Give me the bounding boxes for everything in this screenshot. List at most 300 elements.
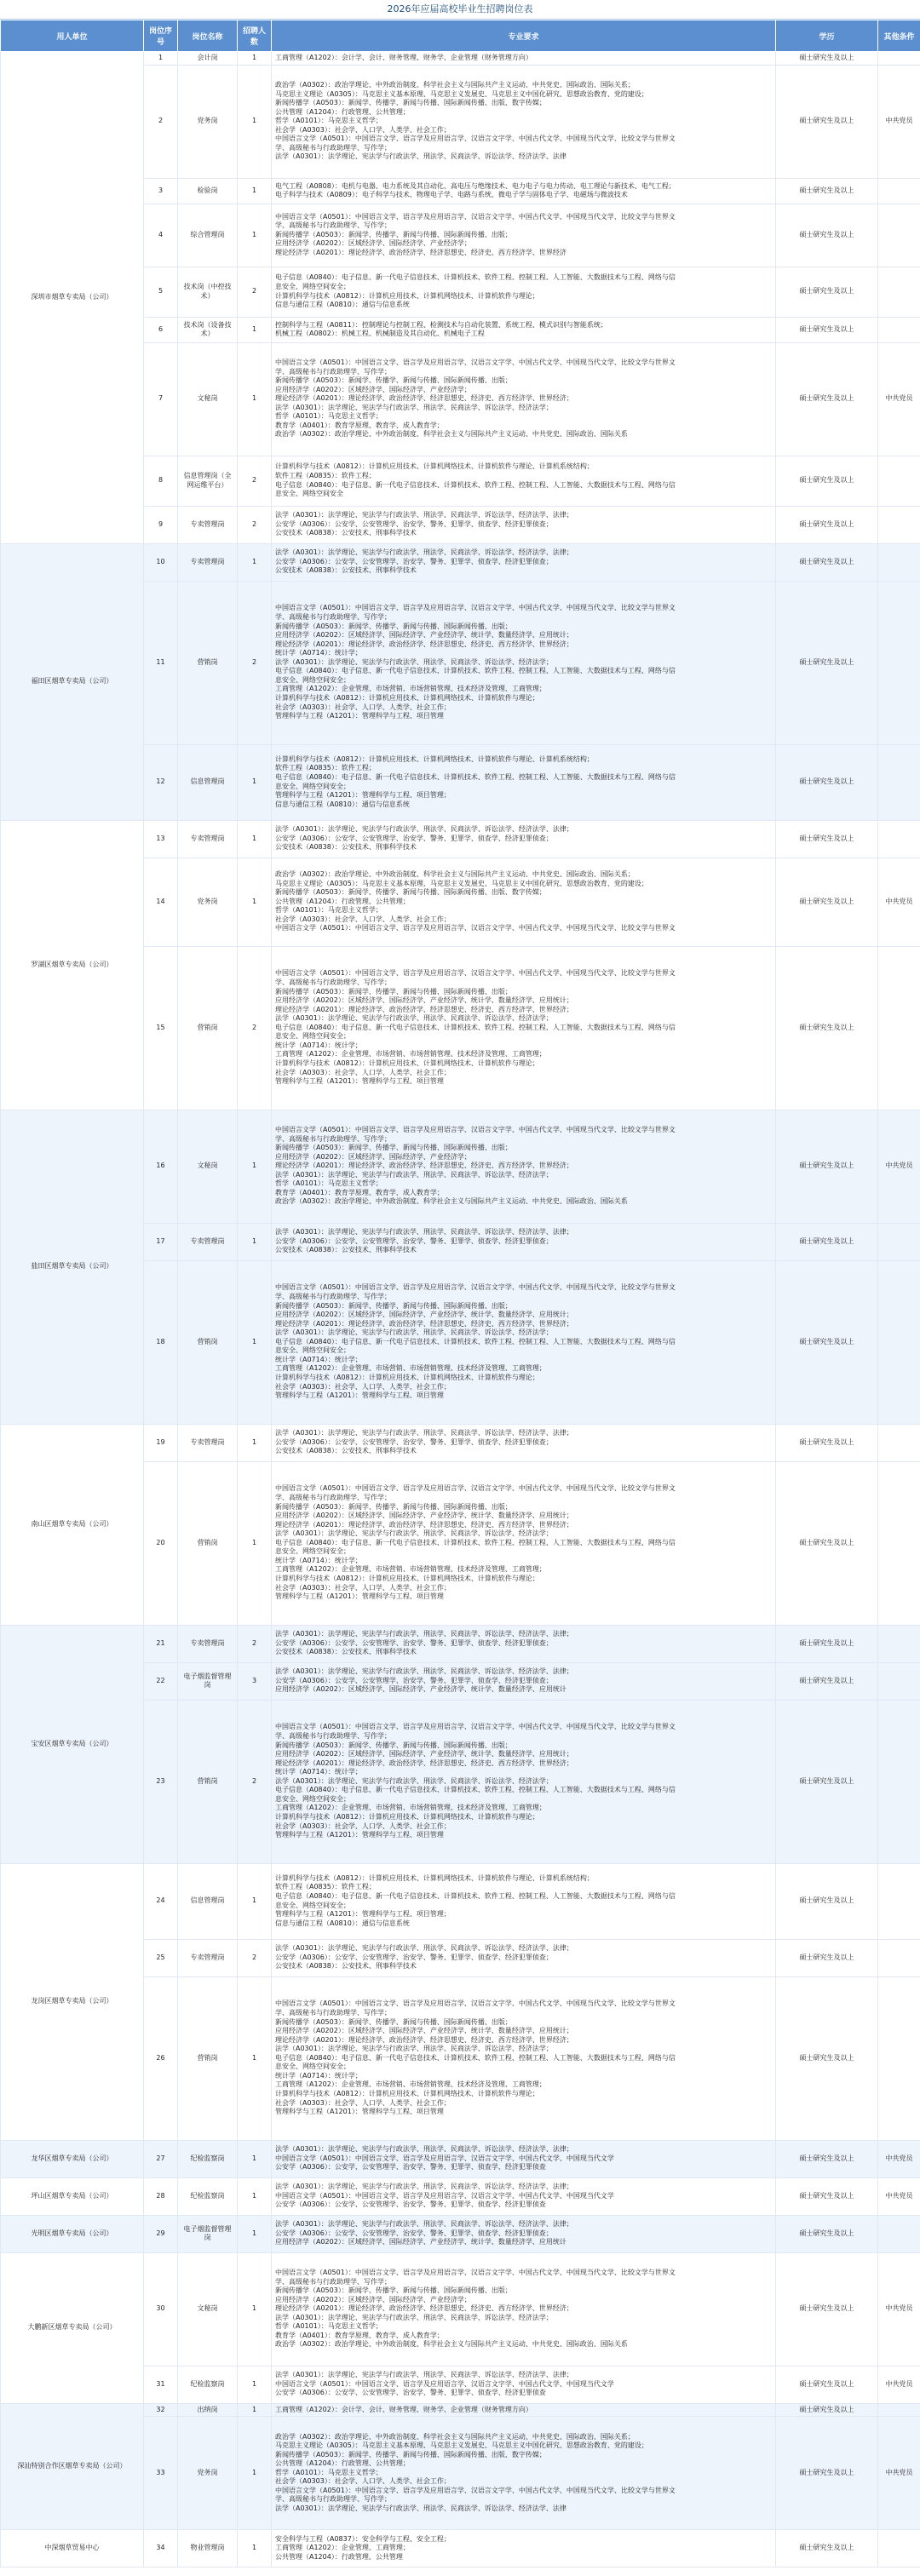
requirement-line: 电气工程（A0808）：电机与电器、电力系统及其自动化、高电压与绝缘技术、电力电子与电力传动、电工理论与新技术、电气工程； — [275, 181, 676, 190]
position-no-cell: 11 — [144, 581, 178, 744]
headcount-cell: 1 — [238, 52, 272, 66]
unit-cell: 中深烟草贸易中心 — [1, 2530, 144, 2567]
requirement-line: 计算机科学与技术（A0812）：计算机应用技术、计算机网络技术、计算机软件与理论； — [275, 1059, 539, 1067]
requirement-line: 新闻传播学（A0503）：新闻学、传播学、新闻与传播、国际新闻传播、出版； — [275, 987, 512, 995]
requirement-line: 政治学（A0302）：政治学理论、中外政治制度、科学社会主义与国际共产主义运动、中共党史、国际政治、国际关系； — [275, 81, 635, 89]
requirement-line: 社会学（A0303）：社会学、人口学、人类学、社会工作； — [275, 703, 451, 711]
requirement-line: 公安学（A0306）：公安学、公安管理学、治安学、警务、犯罪学、侦查学、经济犯罪侦查； — [275, 1236, 553, 1245]
requirement-line: 新闻传播学（A0503）：新闻学、传播学、新闻与传播、国际新闻传播、出版； — [275, 1502, 512, 1511]
headcount-cell: 2 — [238, 267, 272, 317]
major-requirements-cell — [272, 1976, 776, 2140]
requirement-line: 管理科学与工程（A1201）：管理科学与工程、项目管理 — [275, 712, 444, 720]
unit-cell: 福田区烟草专卖局（公司） — [1, 543, 144, 820]
major-requirements-cell — [272, 1110, 776, 1223]
education-cell: 硕士研究生及以上 — [776, 1424, 878, 1461]
requirement-line: 教育学（A0401）：教育学原理、教育学、成人教育学； — [275, 1188, 444, 1196]
requirement-line: 计算机科学与技术（A0812）：计算机应用技术、计算机网络技术、计算机软件与理论； — [275, 291, 539, 300]
education-cell: 硕士研究生及以上 — [776, 1223, 878, 1260]
header-education: 学历 — [776, 20, 878, 52]
position-name-cell: 营销岗 — [178, 1461, 238, 1625]
other-conditions-cell — [878, 456, 920, 506]
requirement-line: 中国语言文学（A0501）：中国语言文学、语言学及应用语言学、汉语言文字学、中国古代文学、中国现当代文学、比较文学与世界文 — [275, 924, 676, 932]
requirement-line: 政治学（A0302）：政治学理论、中外政治制度、科学社会主义与国际共产主义运动、中共党史、国际政治、国际关系； — [275, 2432, 635, 2441]
requirement-line: 电子信息（A0840）：电子信息、新一代电子信息技术、计算机技术、软件工程、控制工程、人工智能、大数据技术与工程、网络与信 — [275, 667, 676, 675]
requirement-line: 中国语言文学（A0501）：中国语言文学、语言学及应用语言学、汉语言文字学、中国古代文学、中国现当代文学、比较文学与世界文 — [275, 969, 676, 978]
requirement-line: 应用经济学（A0202）：区域经济学、国际经济学、产业经济学、统计学、数量经济学、应用统计； — [275, 1311, 573, 1319]
requirement-line: 统计学（A0714）：统计学； — [275, 1556, 362, 1564]
requirement-line: 工商管理（A1202）：会计学、会计、财务管理、财务学、企业管理（财务管理方向） — [275, 2405, 532, 2413]
requirement-line: 软件工程（A0835）：软件工程； — [275, 764, 376, 772]
headcount-cell: 1 — [238, 317, 272, 342]
unit-cell: 深汕特别合作区烟草专卖局（公司） — [1, 2403, 144, 2530]
requirement-line: 学、高级秘书与行政助理学、写作学； — [275, 1494, 391, 1502]
education-cell: 硕士研究生及以上 — [776, 1976, 878, 2140]
requirement-line: 中国语言文学（A0501）：中国语言文学、语言学及应用语言学、汉语言文字学、中国古代文学、中国现当代文学、比较文学与世界文 — [275, 1283, 676, 1292]
requirement-line: 新闻传播学（A0503）：新闻学、传播学、新闻与传播、国际新闻传播、出版、数字传媒； — [275, 99, 546, 107]
position-name-cell: 电子烟监督管理岗 — [178, 1662, 238, 1700]
requirement-line: 社会学（A0303）：社会学、人口学、人类学、社会工作； — [275, 125, 451, 134]
requirement-line: 应用经济学（A0202）：区域经济学、国际经济学、产业经济学、统计学、数量经济学、应用统计； — [275, 996, 573, 1005]
requirement-line: 中国语言文学（A0501）：中国语言文学、语言学及应用语言学、汉语言文字学、中国古代文学、中国现当代文学、比较文学与世界文 — [275, 135, 676, 143]
headcount-cell: 1 — [238, 65, 272, 178]
position-name-cell: 信息管理岗 — [178, 1863, 238, 1939]
education-cell: 硕士研究生及以上 — [776, 2417, 878, 2530]
unit-cell: 宝安区烟草专卖局（公司） — [1, 1625, 144, 1863]
major-requirements-cell — [272, 1700, 776, 1863]
requirement-line: 理论经济学（A0201）：理论经济学、政治经济学、经济思想史、经济史、西方经济学、世界经济； — [275, 1319, 573, 1328]
requirement-line: 电子信息（A0840）：电子信息、新一代电子信息技术、计算机技术、软件工程、控制工程、人工智能、大数据技术与工程、网络与信 — [275, 1538, 676, 1546]
requirement-line: 中国语言文学（A0501）：中国语言文学、语言学及应用语言学、汉语言文字学、中国古代文学、中国现当代文学 — [275, 2154, 614, 2162]
requirement-line: 学、高级秘书与行政助理学、写作学； — [275, 367, 391, 376]
major-requirements-cell — [272, 2403, 776, 2417]
requirement-line: 学、高级秘书与行政助理学、写作学； — [275, 978, 391, 987]
table-row — [1, 1424, 920, 1461]
requirement-line: 新闻传播学（A0503）：新闻学、传播学、新闻与传播、国际新闻传播、出版； — [275, 1301, 512, 1310]
requirement-line: 法学（A0301）：法学理论、宪法学与行政法学、刑法学、民商法学、诉讼法学、经济法学； — [275, 1529, 553, 1538]
requirement-line: 中国语言文学（A0501）：中国语言文学、语言学及应用语言学、汉语言文字学、中国古代文学、中国现当代文学 — [275, 2191, 614, 2200]
position-no-cell: 24 — [144, 1863, 178, 1939]
position-no-cell: 14 — [144, 858, 178, 946]
table-body — [1, 52, 920, 2567]
requirement-line: 公安技术（A0838）：公安技术、刑事科学技术 — [275, 529, 417, 537]
requirement-line: 政治学（A0302）：政治学理论、中外政治制度、科学社会主义与国际共产主义运动、中共党史、国际政治、国际关系 — [275, 430, 628, 439]
position-no-cell: 30 — [144, 2252, 178, 2366]
position-no-cell: 26 — [144, 1976, 178, 2140]
position-name-cell: 党务岗 — [178, 858, 238, 946]
position-name-cell: 营销岗 — [178, 1976, 238, 2140]
unit-cell: 深圳市烟草专卖局（公司） — [1, 52, 144, 544]
other-conditions-cell — [878, 581, 920, 744]
requirement-line: 公安学（A0306）：公安学、公安管理学、治安学、警务、犯罪学、侦查学、经济犯罪侦查 — [275, 2389, 546, 2397]
position-name-cell: 检验岗 — [178, 178, 238, 204]
table-row — [1, 2140, 920, 2177]
position-no-cell: 3 — [144, 178, 178, 204]
headcount-cell: 2 — [238, 946, 272, 1110]
position-name-cell: 文秘岗 — [178, 2252, 238, 2366]
requirement-line: 安全科学与工程（A0837）：安全科学与工程、安全工程； — [275, 2534, 451, 2543]
requirement-line: 计算机科学与技术（A0812）：计算机应用技术、计算机网络技术、计算机软件与理论； — [275, 1373, 539, 1381]
unit-cell: 龙华区烟草专卖局（公司） — [1, 2140, 144, 2177]
requirement-line: 公安学（A0306）：公安学、公安管理学、治安学、警务、犯罪学、侦查学、经济犯罪侦查； — [275, 1676, 553, 1684]
education-cell: 硕士研究生及以上 — [776, 456, 878, 506]
requirement-line: 法学（A0301）：法学理论、宪法学与行政法学、刑法学、民商法学、诉讼法学、经济法学、法律； — [275, 2183, 573, 2191]
header-position-name: 岗位名称 — [178, 20, 238, 52]
requirement-line: 应用经济学（A0202）：区域经济学、国际经济学、产业经济学、统计学、数量经济学、应用统计 — [275, 2238, 566, 2246]
education-cell: 硕士研究生及以上 — [776, 2215, 878, 2252]
requirement-line: 统计学（A0714）：统计学； — [275, 649, 362, 657]
requirement-line: 法学（A0301）：法学理论、宪法学与行政法学、刑法学、民商法学、诉讼法学、经济法学； — [275, 2313, 553, 2321]
table-row — [1, 2252, 920, 2366]
headcount-cell: 2 — [238, 1625, 272, 1662]
requirement-line: 理论经济学（A0201）：理论经济学、政治经济学、经济思想史、经济史、西方经济学、世界经济； — [275, 1758, 573, 1767]
major-requirements-cell — [272, 820, 776, 858]
major-requirements-cell — [272, 744, 776, 820]
headcount-cell: 1 — [238, 1223, 272, 1260]
requirement-line: 新闻传播学（A0503）：新闻学、传播学、新闻与传播、国际新闻传播、出版、数字传媒； — [275, 888, 546, 897]
requirement-line: 中国语言文学（A0501）：中国语言文学、语言学及应用语言学、汉语言文字学、中国古代文学、中国现当代文学、比较文学与世界文 — [275, 212, 676, 221]
position-name-cell: 专卖管理岗 — [178, 543, 238, 581]
requirement-line: 中国语言文学（A0501）：中国语言文学、语言学及应用语言学、汉语言文字学、中国古代文学、中国现当代文学、比较文学与世界文 — [275, 359, 676, 367]
requirement-line: 管理科学与工程（A1201）：管理科学与工程、项目管理 — [275, 1592, 444, 1601]
education-cell: 硕士研究生及以上 — [776, 1939, 878, 1976]
major-requirements-cell — [272, 1863, 776, 1939]
education-cell: 硕士研究生及以上 — [776, 820, 878, 858]
requirement-line: 哲学（A0101）：马克思主义哲学； — [275, 117, 382, 125]
headcount-cell: 1 — [238, 744, 272, 820]
other-conditions-cell: 中共党员 — [878, 1110, 920, 1223]
requirement-line: 统计学（A0714）：统计学； — [275, 1355, 362, 1363]
position-no-cell: 23 — [144, 1700, 178, 1863]
requirement-line: 计算机科学与技术（A0812）：计算机应用技术、计算机网络技术、计算机软件与理论； — [275, 693, 539, 702]
requirement-line: 应用经济学（A0202）：区域经济学、国际经济学、产业经济学、统计学、数量经济学、应用统计； — [275, 631, 573, 640]
requirement-line: 法学（A0301）：法学理论、宪法学与行政法学、刑法学、民商法学、诉讼法学、经济法学、法律； — [275, 2371, 573, 2379]
position-no-cell: 25 — [144, 1939, 178, 1976]
position-no-cell: 15 — [144, 946, 178, 1110]
major-requirements-cell — [272, 543, 776, 581]
requirement-line: 法学（A0301）：法学理论、宪法学与行政法学、刑法学、民商法学、诉讼法学、经济法学、法律； — [275, 1944, 573, 1953]
requirement-line: 计算机科学与技术（A0812）：计算机应用技术、计算机网络技术、计算机软件与理论、计算机系统结构； — [275, 462, 594, 471]
requirement-line: 理论经济学（A0201）：理论经济学、政治经济学、经济思想史、经济史、西方经济学、世界经济； — [275, 2304, 573, 2313]
headcount-cell: 1 — [238, 543, 272, 581]
requirement-line: 法学（A0301）：法学理论、宪法学与行政法学、刑法学、民商法学、诉讼法学、经济法学、法律； — [275, 511, 573, 519]
education-cell: 硕士研究生及以上 — [776, 342, 878, 456]
position-name-cell: 纪检监察岗 — [178, 2366, 238, 2403]
other-conditions-cell: 中共党员 — [878, 65, 920, 178]
requirement-line: 管理科学与工程（A1201）：管理科学与工程、项目管理； — [275, 791, 451, 800]
education-cell: 硕士研究生及以上 — [776, 946, 878, 1110]
requirement-line: 中国语言文学（A0501）：中国语言文学、语言学及应用语言学、汉语言文字学、中国古代文学、中国现当代文学、比较文学与世界文 — [275, 604, 676, 612]
requirement-line: 电子信息（A0840）：电子信息、新一代电子信息技术、计算机技术、软件工程、控制工程、人工智能、大数据技术与工程、网络与信 — [275, 1023, 676, 1031]
position-no-cell: 10 — [144, 543, 178, 581]
other-conditions-cell — [878, 744, 920, 820]
education-cell: 硕士研究生及以上 — [776, 2140, 878, 2177]
requirement-line: 理论经济学（A0201）：理论经济学、政治经济学、经济思想史、经济史、西方经济学、世界经济； — [275, 2035, 573, 2044]
requirement-line: 息安全、网络空间安全； — [275, 675, 350, 684]
education-cell: 硕士研究生及以上 — [776, 2366, 878, 2403]
education-cell: 硕士研究生及以上 — [776, 1625, 878, 1662]
headcount-cell: 1 — [238, 1863, 272, 1939]
education-cell: 硕士研究生及以上 — [776, 317, 878, 342]
major-requirements-cell — [272, 2530, 776, 2567]
major-requirements-cell — [272, 52, 776, 66]
requirement-line: 电子信息（A0840）：电子信息、新一代电子信息技术、计算机技术、软件工程、控制工程、人工智能、大数据技术与工程、网络与信 — [275, 773, 676, 781]
requirement-line: 法学（A0301）：法学理论、宪法学与行政法学、刑法学、民商法学、诉讼法学、经济法学、法律； — [275, 1630, 573, 1638]
header-other-conditions: 其他条件 — [878, 20, 920, 52]
requirement-line: 应用经济学（A0202）：区域经济学、国际经济学、产业经济学、统计学、数量经济学、应用统计； — [275, 1512, 573, 1520]
requirement-line: 社会学（A0303）：社会学、人口学、人类学、社会工作； — [275, 2098, 451, 2107]
requirement-line: 政治学（A0302）：政治学理论、中外政治制度、科学社会主义与国际共产主义运动、中共党史、国际政治、国际关系 — [275, 1197, 628, 1206]
requirement-line: 电子信息（A0840）：电子信息、新一代电子信息技术、计算机技术、软件工程、控制工程、人工智能、大数据技术与工程、网络与信 — [275, 2053, 676, 2062]
position-no-cell: 31 — [144, 2366, 178, 2403]
table-row — [1, 2215, 920, 2252]
requirement-line: 电子信息（A0840）：电子信息、新一代电子信息技术、计算机技术、软件工程、控制工程、人工智能、大数据技术与工程、网络与信 — [275, 1337, 676, 1345]
education-cell: 硕士研究生及以上 — [776, 65, 878, 178]
headcount-cell: 1 — [238, 2530, 272, 2567]
requirement-line: 公安学（A0306）：公安学、公安管理学、治安学、警务、犯罪学、侦查学、经济犯罪侦查； — [275, 1638, 553, 1647]
requirement-line: 管理科学与工程（A1201）：管理科学与工程、项目管理； — [275, 1910, 451, 1919]
requirement-line: 工商管理（A1202）：企业管理、市场营销、市场营销管理、技术经济及管理、工商管理； — [275, 685, 546, 693]
position-name-cell: 文秘岗 — [178, 1110, 238, 1223]
requirement-line: 法学（A0301）：法学理论、宪法学与行政法学、刑法学、民商法学、诉讼法学、经济法学； — [275, 1776, 553, 1785]
requirement-line: 应用经济学（A0202）：区域经济学、国际经济学、产业经济学、统计学、数量经济学、应用统计 — [275, 1685, 566, 1694]
position-no-cell: 12 — [144, 744, 178, 820]
headcount-cell: 1 — [238, 178, 272, 204]
other-conditions-cell — [878, 317, 920, 342]
other-conditions-cell — [878, 204, 920, 267]
headcount-cell: 1 — [238, 1260, 272, 1424]
position-name-cell: 专卖管理岗 — [178, 1424, 238, 1461]
position-name-cell: 纪检监察岗 — [178, 2140, 238, 2177]
position-name-cell: 技术岗（设备技术） — [178, 317, 238, 342]
position-name-cell: 专卖管理岗 — [178, 1939, 238, 1976]
headcount-cell: 1 — [238, 2366, 272, 2403]
headcount-cell: 1 — [238, 2403, 272, 2417]
other-conditions-cell — [878, 1223, 920, 1260]
unit-cell: 龙岗区烟草专卖局（公司） — [1, 1863, 144, 2140]
headcount-cell: 1 — [238, 820, 272, 858]
other-conditions-cell — [878, 1662, 920, 1700]
requirement-line: 电子信息（A0840）：电子信息、新一代电子信息技术、计算机技术、软件工程、控制工程、人工智能、大数据技术与工程、网络与信 — [275, 1786, 676, 1794]
education-cell: 硕士研究生及以上 — [776, 267, 878, 317]
requirement-line: 公安学（A0306）：公安学、公安管理学、治安学、警务、犯罪学、侦查学、经济犯罪侦查； — [275, 519, 553, 528]
requirement-line: 应用经济学（A0202）：区域经济学、国际经济学、产业经济学； — [275, 2295, 471, 2303]
position-name-cell: 信息管理岗 — [178, 744, 238, 820]
major-requirements-cell — [272, 581, 776, 744]
education-cell: 硕士研究生及以上 — [776, 2177, 878, 2215]
requirement-line: 法学（A0301）：法学理论、宪法学与行政法学、刑法学、民商法学、诉讼法学、经济法学、法律； — [275, 1429, 573, 1437]
requirement-line: 法学（A0301）：法学理论、宪法学与行政法学、刑法学、民商法学、诉讼法学、经济法学； — [275, 1328, 553, 1337]
major-requirements-cell — [272, 1260, 776, 1424]
major-requirements-cell — [272, 2366, 776, 2403]
position-no-cell: 5 — [144, 267, 178, 317]
requirement-line: 控制科学与工程（A0811）：控制理论与控制工程、检测技术与自动化装置、系统工程、模式识别与智能系统； — [275, 320, 607, 329]
requirement-line: 中国语言文学（A0501）：中国语言文学、语言学及应用语言学、汉语言文字学、中国古代文学、中国现当代文学、比较文学与世界文 — [275, 2486, 676, 2494]
requirement-line: 工商管理（A1202）：企业管理、工商管理； — [275, 2544, 410, 2552]
position-name-cell: 营销岗 — [178, 946, 238, 1110]
major-requirements-cell — [272, 1625, 776, 1662]
requirement-line: 教育学（A0401）：教育学原理、教育学、成人教育学； — [275, 2331, 444, 2339]
headcount-cell: 2 — [238, 1939, 272, 1976]
requirement-line: 公安技术（A0838）：公安技术、刑事科学技术 — [275, 843, 417, 852]
requirement-line: 马克思主义理论（A0305）：马克思主义基本原理、马克思主义发展史、马克思主义中国化研究、思想政治教育、党的建设； — [275, 89, 648, 98]
page-title: 2026年应届高校毕业生招聘岗位表 — [0, 0, 920, 20]
major-requirements-cell — [272, 178, 776, 204]
headcount-cell: 3 — [238, 1662, 272, 1700]
position-no-cell: 33 — [144, 2417, 178, 2530]
requirement-line: 电子信息（A0840）：电子信息、新一代电子信息技术、计算机技术、软件工程、控制工程、人工智能、大数据技术与工程、网络与信 — [275, 480, 676, 489]
major-requirements-cell — [272, 342, 776, 456]
requirement-line: 社会学（A0303）：社会学、人口学、人类学、社会工作； — [275, 2477, 451, 2486]
requirement-line: 公安技术（A0838）：公安技术、刑事科学技术 — [275, 1246, 417, 1254]
requirement-line: 软件工程（A0835）：软件工程； — [275, 472, 376, 479]
requirement-line: 应用经济学（A0202）：区域经济学、国际经济学、产业经济学、统计学、数量经济学、应用统计； — [275, 2027, 573, 2035]
requirement-line: 管理科学与工程（A1201）：管理科学与工程、项目管理 — [275, 1391, 444, 1400]
requirement-line: 公安技术（A0838）：公安技术、刑事科学技术 — [275, 566, 417, 575]
requirement-line: 公安技术（A0838）：公安技术、刑事科学技术 — [275, 1447, 417, 1455]
requirement-line: 息安全、网络空间安全； — [275, 283, 350, 290]
other-conditions-cell: 中共党员 — [878, 342, 920, 456]
requirement-line: 公安学（A0306）：公安学、公安管理学、治安学、警务、犯罪学、侦查学、经济犯罪侦查； — [275, 1953, 553, 1961]
position-name-cell: 专卖管理岗 — [178, 1223, 238, 1260]
education-cell: 硕士研究生及以上 — [776, 858, 878, 946]
education-cell: 硕士研究生及以上 — [776, 52, 878, 66]
requirement-line: 公安学（A0306）：公安学、公安管理学、治安学、警务、犯罪学、侦查学、经济犯罪侦查 — [275, 2163, 546, 2172]
requirement-line: 法学（A0301）：法学理论、宪法学与行政法学、刑法学、民商法学、诉讼法学、经济法学； — [275, 403, 553, 411]
requirement-line: 理论经济学（A0201）：理论经济学、政治经济学、经济思想史、经济史、西方经济学、世界经济； — [275, 1162, 573, 1170]
requirement-line: 应用经济学（A0202）：区域经济学、国际经济学、产业经济学； — [275, 385, 471, 393]
other-conditions-cell: 中共党员 — [878, 2140, 920, 2177]
requirement-line: 管理科学与工程（A1201）：管理科学与工程、项目管理 — [275, 1077, 444, 1086]
education-cell: 硕士研究生及以上 — [776, 204, 878, 267]
requirement-line: 新闻传播学（A0503）：新闻学、传播学、新闻与传播、国际新闻传播、出版； — [275, 1741, 512, 1749]
requirement-line: 管理科学与工程（A1201）：管理科学与工程、项目管理 — [275, 1831, 444, 1839]
major-requirements-cell — [272, 1939, 776, 1976]
other-conditions-cell — [878, 52, 920, 66]
requirement-line: 社会学（A0303）：社会学、人口学、人类学、社会工作； — [275, 1382, 451, 1391]
requirement-line: 息安全、网络空间安全 — [275, 490, 343, 498]
other-conditions-cell — [878, 543, 920, 581]
requirement-line: 新闻传播学（A0503）：新闻学、传播学、新闻与传播、国际新闻传播、出版； — [275, 622, 512, 630]
other-conditions-cell — [878, 2215, 920, 2252]
major-requirements-cell — [272, 1662, 776, 1700]
other-conditions-cell — [878, 1700, 920, 1863]
requirement-line: 息安全、网络空间安全； — [275, 1032, 350, 1041]
requirement-line: 社会学（A0303）：社会学、人口学、人类学、社会工作； — [275, 1822, 451, 1830]
major-requirements-cell — [272, 2177, 776, 2215]
requirement-line: 学、高级秘书与行政助理学、写作学； — [275, 2495, 391, 2504]
major-requirements-cell — [272, 2252, 776, 2366]
requirement-line: 工商管理（A1202）：会计学、会计、财务管理、财务学、企业管理（财务管理方向） — [275, 54, 532, 61]
requirement-line: 哲学（A0101）：马克思主义哲学； — [275, 412, 382, 421]
position-no-cell: 18 — [144, 1260, 178, 1424]
requirement-line: 管理科学与工程（A1201）：管理科学与工程、项目管理 — [275, 2108, 444, 2116]
headcount-cell: 1 — [238, 2252, 272, 2366]
major-requirements-cell — [272, 1461, 776, 1625]
requirement-line: 公共管理（A1204）：行政管理、公共管理； — [275, 2459, 410, 2468]
education-cell: 硕士研究生及以上 — [776, 178, 878, 204]
requirement-line: 息安全、网络空间安全； — [275, 1901, 350, 1909]
table-row — [1, 2177, 920, 2215]
requirement-line: 法学（A0301）：法学理论、宪法学与行政法学、刑法学、民商法学、诉讼法学、经济法学； — [275, 1170, 553, 1179]
unit-cell: 盐田区烟草专卖局（公司） — [1, 1110, 144, 1424]
headcount-cell: 1 — [238, 2177, 272, 2215]
position-no-cell: 27 — [144, 2140, 178, 2177]
position-name-cell: 营销岗 — [178, 1260, 238, 1424]
requirement-line: 中国语言文学（A0501）：中国语言文学、语言学及应用语言学、汉语言文字学、中国古代文学、中国现当代文学、比较文学与世界文 — [275, 2269, 676, 2277]
requirement-line: 计算机科学与技术（A0812）：计算机应用技术、计算机网络技术、计算机软件与理论； — [275, 1812, 539, 1821]
major-requirements-cell — [272, 2417, 776, 2530]
other-conditions-cell — [878, 1260, 920, 1424]
table-row — [1, 2403, 920, 2417]
education-cell: 硕士研究生及以上 — [776, 1110, 878, 1223]
other-conditions-cell — [878, 820, 920, 858]
requirement-line: 哲学（A0101）：马克思主义哲学； — [275, 2322, 382, 2331]
requirement-line: 理论经济学（A0201）：理论经济学、政治经济学、经济思想史、经济史、西方经济学、世界经济 — [275, 248, 566, 256]
position-name-cell: 党务岗 — [178, 2417, 238, 2530]
requirement-line: 统计学（A0714）：统计学； — [275, 1041, 362, 1049]
position-name-cell: 出纳岗 — [178, 2403, 238, 2417]
requirement-line: 理论经济学（A0201）：理论经济学、政治经济学、经济思想史、经济史、西方经济学、世界经济； — [275, 1520, 573, 1529]
requirement-line: 学、高级秘书与行政助理学、写作学； — [275, 1134, 391, 1143]
position-name-cell: 电子烟监督管理岗 — [178, 2215, 238, 2252]
requirement-line: 法学（A0301）：法学理论、宪法学与行政法学、刑法学、民商法学、诉讼法学、经济法学、法律； — [275, 548, 573, 557]
requirement-line: 工商管理（A1202）：企业管理、市场营销、市场营销管理、技术经济及管理、工商管理； — [275, 1050, 546, 1059]
requirement-line: 信息与通信工程（A0810）：通信与信息系统 — [275, 1919, 410, 1927]
other-conditions-cell — [878, 1863, 920, 1939]
headcount-cell: 1 — [238, 858, 272, 946]
headcount-cell: 2 — [238, 1700, 272, 1863]
position-no-cell: 16 — [144, 1110, 178, 1223]
requirement-line: 信息与通信工程（A0810）：通信与信息系统 — [275, 800, 410, 808]
unit-cell: 南山区烟草专卖局（公司） — [1, 1424, 144, 1625]
major-requirements-cell — [272, 1223, 776, 1260]
requirement-line: 计算机科学与技术（A0812）：计算机应用技术、计算机网络技术、计算机软件与理论； — [275, 1574, 539, 1582]
position-no-cell: 13 — [144, 820, 178, 858]
other-conditions-cell — [878, 946, 920, 1110]
unit-cell: 坪山区烟草专卖局（公司） — [1, 2177, 144, 2215]
education-cell: 硕士研究生及以上 — [776, 2530, 878, 2567]
position-no-cell: 4 — [144, 204, 178, 267]
recruitment-table — [0, 20, 920, 2567]
position-no-cell: 8 — [144, 456, 178, 506]
major-requirements-cell — [272, 1424, 776, 1461]
headcount-cell: 1 — [238, 204, 272, 267]
position-no-cell: 34 — [144, 2530, 178, 2567]
requirement-line: 公安学（A0306）：公安学、公安管理学、治安学、警务、犯罪学、侦查学、经济犯罪侦查； — [275, 557, 553, 565]
header-major-requirements: 专业要求 — [272, 20, 776, 52]
education-cell: 硕士研究生及以上 — [776, 1700, 878, 1863]
requirement-line: 新闻传播学（A0503）：新闻学、传播学、新闻与传播、国际新闻传播、出版； — [275, 230, 512, 238]
requirement-line: 公安学（A0306）：公安学、公安管理学、治安学、警务、犯罪学、侦查学、经济犯罪侦查； — [275, 1437, 553, 1446]
requirement-line: 新闻传播学（A0503）：新闻学、传播学、新闻与传播、国际新闻传播、出版； — [275, 2286, 512, 2295]
requirement-line: 计算机科学与技术（A0812）：计算机应用技术、计算机网络技术、计算机软件与理论； — [275, 2089, 539, 2097]
requirement-line: 软件工程（A0835）：软件工程； — [275, 1883, 376, 1891]
requirement-line: 公共管理（A1204）：行政管理、公共管理； — [275, 897, 410, 905]
position-no-cell: 29 — [144, 2215, 178, 2252]
requirement-line: 法学（A0301）：法学理论、宪法学与行政法学、刑法学、民商法学、诉讼法学、经济法学、法律； — [275, 1667, 573, 1676]
requirement-line: 哲学（A0101）：马克思主义哲学； — [275, 1179, 382, 1188]
other-conditions-cell: 中共党员 — [878, 2177, 920, 2215]
position-name-cell: 信息管理岗（全网运维平台） — [178, 456, 238, 506]
table-row — [1, 820, 920, 858]
requirement-line: 政治学（A0302）：政治学理论、中外政治制度、科学社会主义与国际共产主义运动、中共党史、国际政治、国际关系 — [275, 2340, 628, 2349]
other-conditions-cell — [878, 178, 920, 204]
table-header-row — [1, 20, 920, 52]
requirement-line: 应用经济学（A0202）：区域经济学、国际经济学、产业经济学； — [275, 1152, 471, 1161]
headcount-cell: 1 — [238, 1976, 272, 2140]
requirement-line: 新闻传播学（A0503）：新闻学、传播学、新闻与传播、国际新闻传播、出版； — [275, 376, 512, 385]
requirement-line: 信息与通信工程（A0810）：通信与信息系统 — [275, 301, 410, 309]
